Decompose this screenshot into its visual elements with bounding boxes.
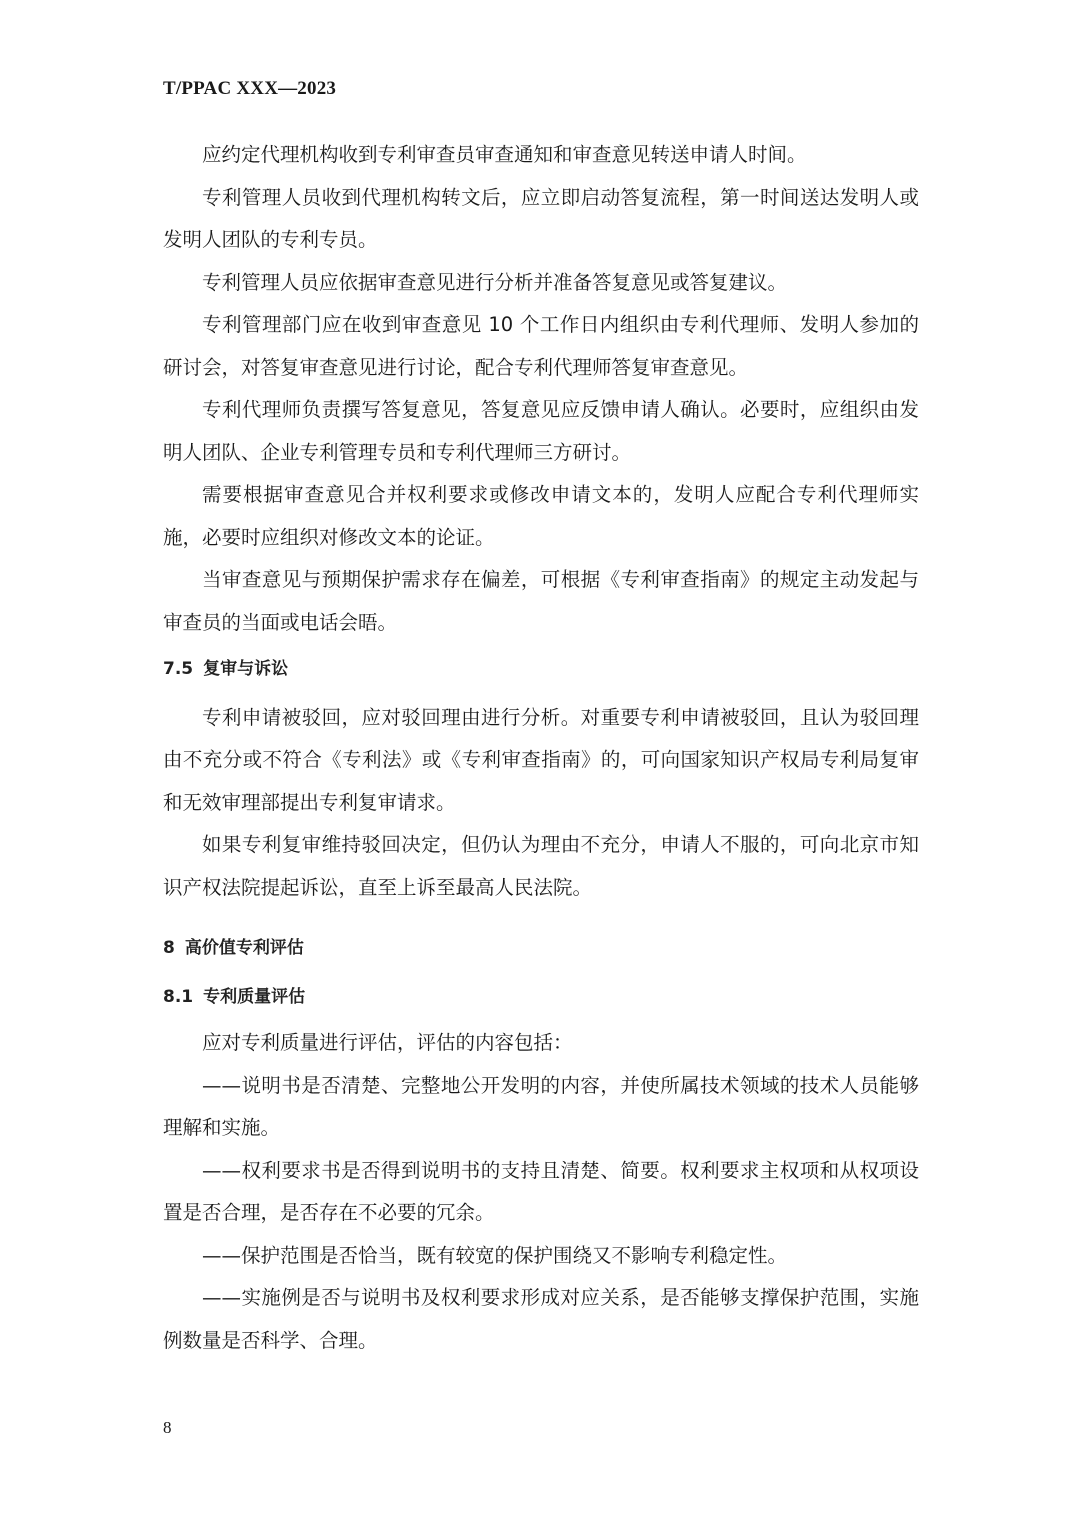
section-number: 7.5: [163, 659, 194, 679]
list-item: ——权利要求书是否得到说明书的支持且清楚、简要。权利要求主权项和从权项设置是否合理，是否存在不必要的冗余。: [163, 1158, 919, 1224]
section-heading-8: [163, 927, 919, 970]
section-heading-7-5: [163, 648, 919, 691]
document-body: [163, 134, 919, 1362]
list-item: ——说明书是否清楚、完整地公开发明的内容，并使所属技术领域的技术人员能够理解和实施。: [163, 1073, 919, 1139]
section-title: 高价值专利评估: [184, 938, 304, 958]
section-number: 8.1: [163, 986, 194, 1007]
list-item: ——保护范围是否恰当，既有较宽的保护围绕又不影响专利稳定性。: [202, 1243, 788, 1267]
standard-code-header: T/PPAC XXX—2023: [163, 78, 337, 99]
paragraph: 当审查意见与预期保护需求存在偏差，可根据《专利审查指南》的规定主动发起与审查员的当面或电话会晤。: [163, 568, 919, 634]
paragraph: 专利管理人员应依据审查意见进行分析并准备答复意见或答复建议。: [202, 270, 788, 294]
paragraph: 专利代理师负责撰写答复意见，答复意见应反馈申请人确认。必要时，应组织由发明人团队、企业专利管理专员和专利代理师三方研讨。: [163, 398, 919, 464]
paragraph: 需要根据审查意见合并权利要求或修改申请文本的，发明人应配合专利代理师实施，必要时应组织对修改文本的论证。: [163, 483, 919, 549]
paragraph: 应对专利质量进行评估，评估的内容包括：: [202, 1031, 573, 1054]
paragraph: 专利管理人员收到代理机构转文后，应立即启动答复流程，第一时间送达发明人或发明人团队的专利专员。: [163, 185, 919, 251]
section-title: 专利质量评估: [203, 986, 306, 1007]
section-title: 复审与诉讼: [203, 659, 289, 679]
section-heading-8-1: [163, 976, 919, 1019]
section-number: 8: [163, 938, 175, 958]
paragraph: 应约定代理机构收到专利审查员审查通知和审查意见转送申请人时间。: [202, 143, 807, 166]
page-number: 8: [163, 1418, 172, 1437]
list-item: ——实施例是否与说明书及权利要求形成对应关系，是否能够支撑保护范围，实施例数量是否科学、合理。: [163, 1286, 919, 1352]
paragraph: 专利申请被驳回，应对驳回理由进行分析。对重要专利申请被驳回，且认为驳回理由不充分或不符合《专利法》或《专利审查指南》的，可向国家知识产权局专利局复审和无效审理部提出专利复审请求。: [163, 705, 919, 814]
paragraph: 如果专利复审维持驳回决定，但仍认为理由不充分，申请人不服的，可向北京市知识产权法院提起诉讼，直至上诉至最高人民法院。: [163, 833, 919, 899]
paragraph: 专利管理部门应在收到审查意见 10 个工作日内组织由专利代理师、发明人参加的研讨会，对答复审查意见进行讨论，配合专利代理师答复审查意见。: [163, 313, 919, 379]
